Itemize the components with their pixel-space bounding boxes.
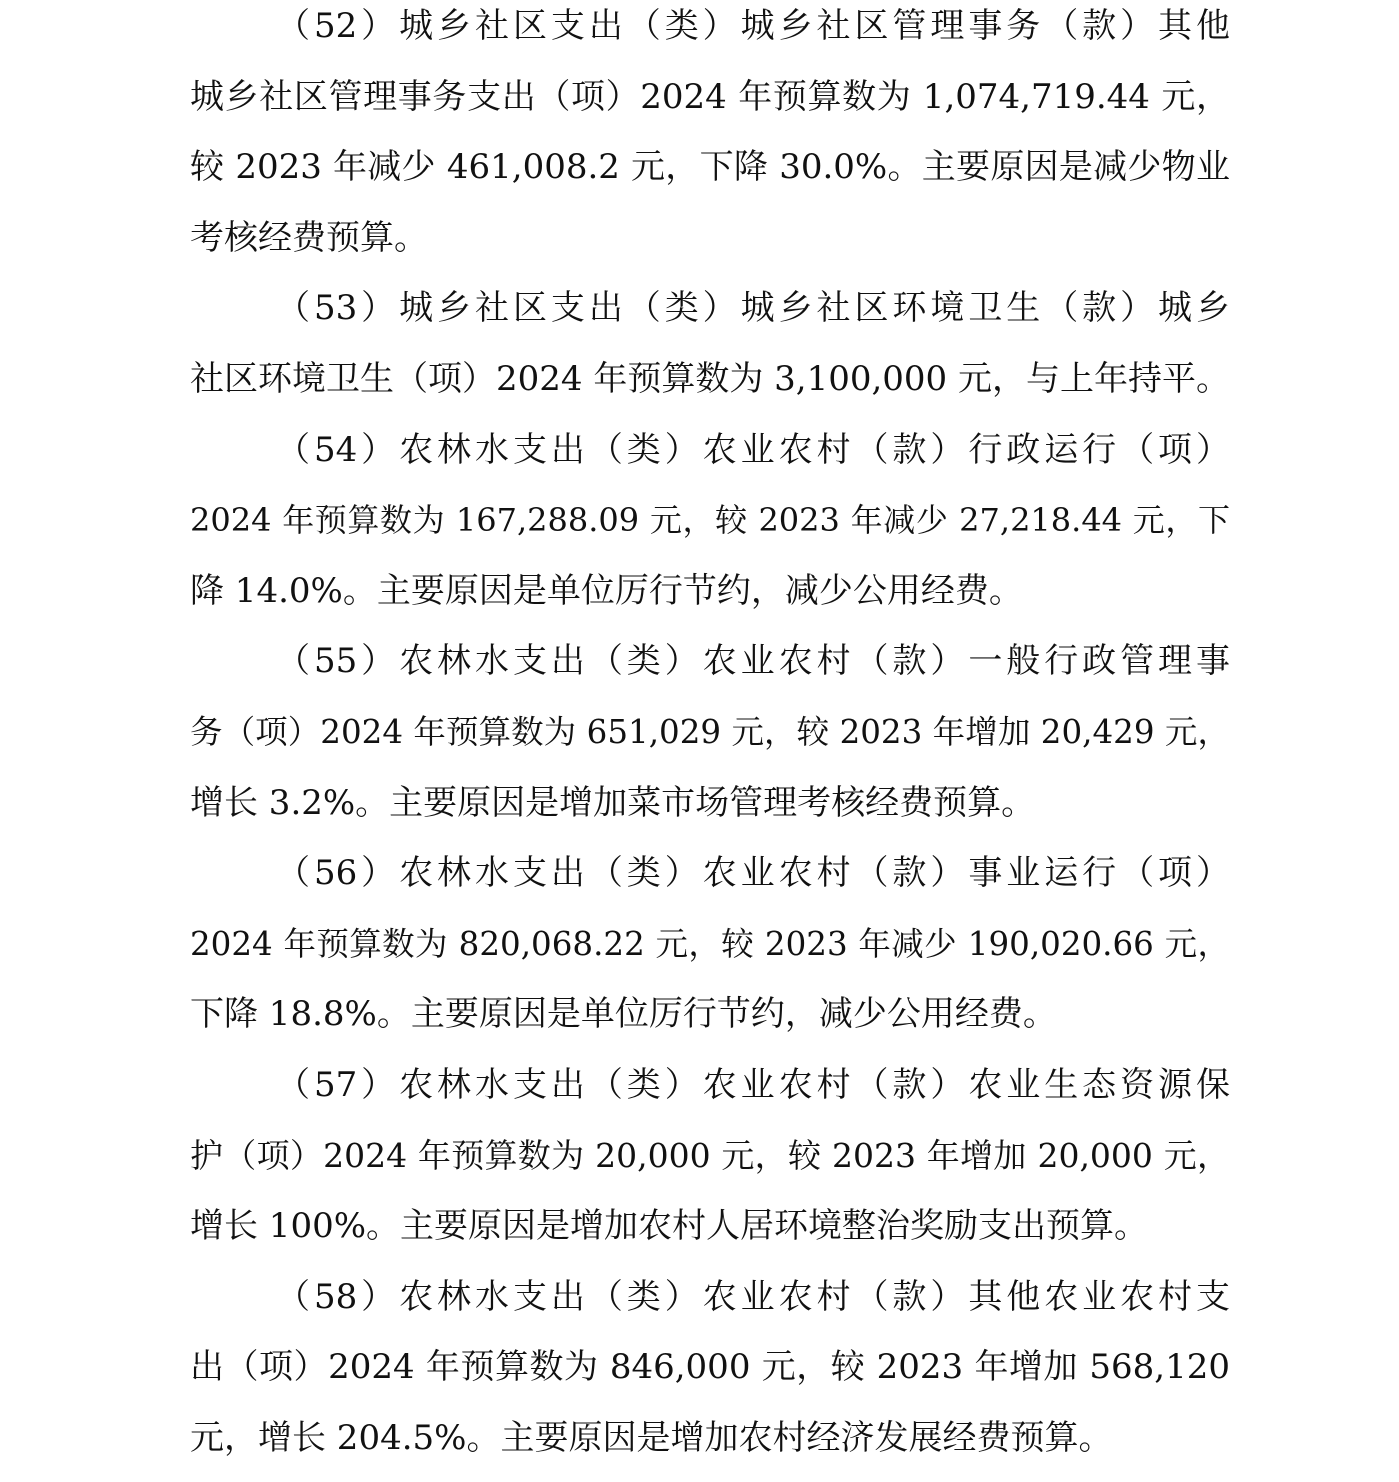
text-line: 护（项）2024 年预算数为 20,000 元，较 2023 年增加 20,000 元， — [190, 1135, 1230, 1175]
text-line: 社区环境卫生（项）2024 年预算数为 3,100,000 元，与上年持平。 — [190, 358, 1230, 399]
document-page — [190, 0, 1230, 1482]
text-line: （58）农林水支出（类）农业农村（款）其他农业农村支 — [276, 1276, 1230, 1317]
text-line: 出（项）2024 年预算数为 846,000 元，较 2023 年增加 568,120 — [190, 1347, 1230, 1388]
text-line: （54）农林水支出（类）农业农村（款）行政运行（项） — [276, 429, 1230, 470]
text-line: （53）城乡社区支出（类）城乡社区环境卫生（款）城乡 — [276, 288, 1230, 329]
paragraph-57 — [190, 1059, 1230, 1271]
text-line: 元，增长 204.5%。主要原因是增加农村经济发展经费预算。 — [190, 1417, 1113, 1458]
text-line: 较 2023 年减少 461,008.2 元，下降 30.0%。主要原因是减少物业 — [190, 147, 1230, 188]
text-line: 城乡社区管理事务支出（项）2024 年预算数为 1,074,719.44 元， — [190, 76, 1230, 117]
text-line: 考核经费预算。 — [190, 217, 428, 258]
text-line: 2024 年预算数为 167,288.09 元，较 2023 年减少 27,218.44 元，下 — [190, 501, 1230, 540]
text-line: 降 14.0%。主要原因是单位厉行节约，减少公用经费。 — [190, 570, 1023, 611]
text-line: （56）农林水支出（类）农业农村（款）事业运行（项） — [276, 853, 1230, 894]
text-line: （57）农林水支出（类）农业农村（款）农业生态资源保 — [276, 1064, 1230, 1105]
text-line: （55）农林水支出（类）农业农村（款）一般行政管理事 — [276, 641, 1230, 682]
text-line: 务（项）2024 年预算数为 651,029 元，较 2023 年增加 20,429 元， — [190, 712, 1230, 751]
text-line: 下降 18.8%。主要原因是单位厉行节约，减少公用经费。 — [190, 994, 1057, 1035]
paragraph-55 — [190, 635, 1230, 847]
paragraph-58 — [190, 1271, 1230, 1482]
paragraph-54 — [190, 424, 1230, 636]
paragraph-56 — [190, 847, 1230, 1059]
paragraph-52 — [190, 0, 1230, 282]
text-line: 增长 100%。主要原因是增加农村人居环境整治奖励支出预算。 — [190, 1206, 1149, 1247]
paragraph-53 — [190, 282, 1230, 423]
text-line: （52）城乡社区支出（类）城乡社区管理事务（款）其他 — [276, 6, 1230, 46]
text-line: 2024 年预算数为 820,068.22 元，较 2023 年减少 190,020.66 元， — [190, 924, 1230, 963]
text-line: 增长 3.2%。主要原因是增加菜市场管理考核经费预算。 — [190, 782, 1036, 823]
